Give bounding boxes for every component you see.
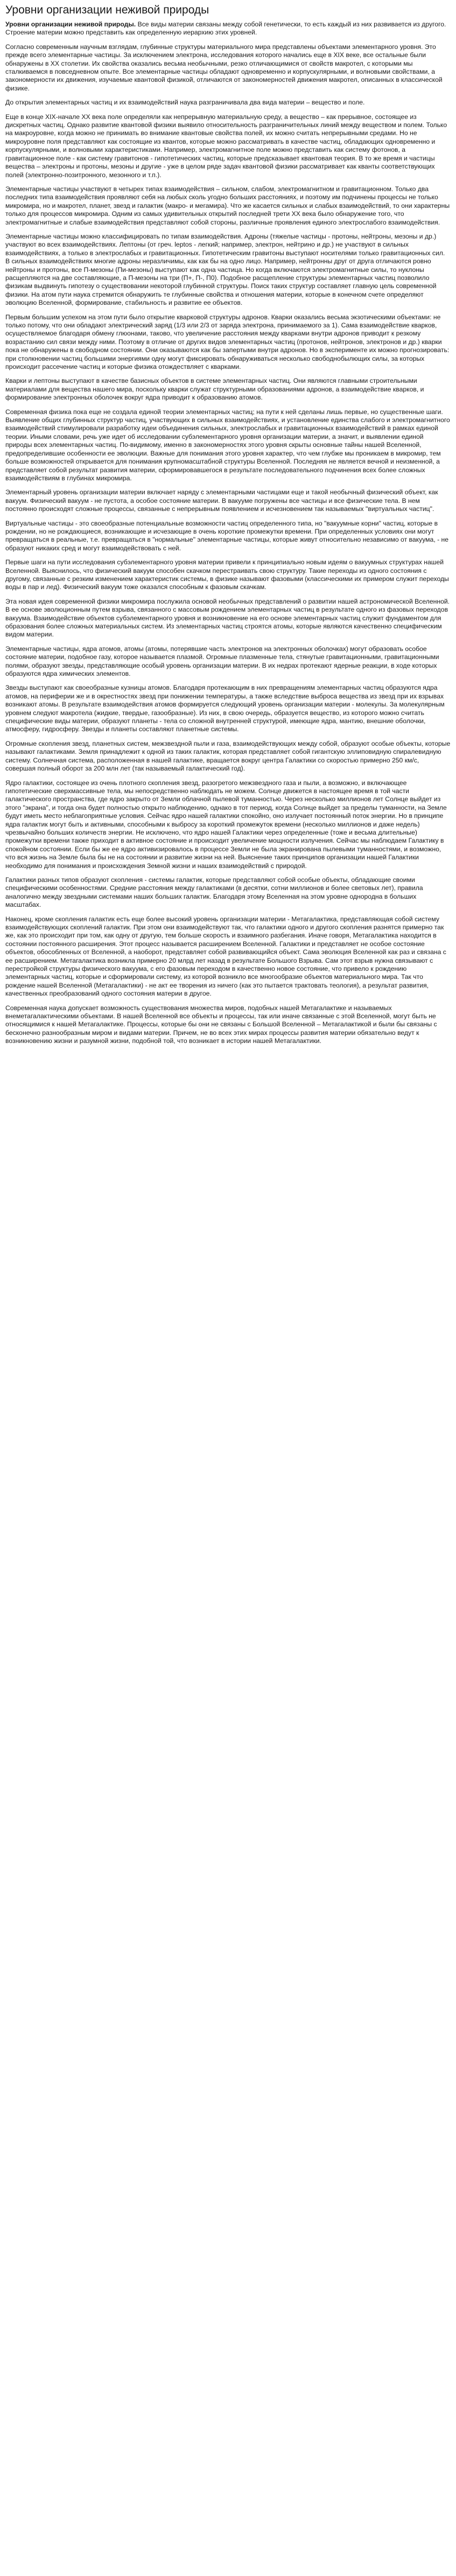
intro-paragraph: [5, 20, 451, 37]
body-paragraph: Согласно современным научным взглядам, глубинные структуры материального мира представлены объектами элементарного уровня. Это прежде всего элементарные частицы. За исключением электрона, исследования которого начались еще в XIX веке, все остальные были обнаружены в XX столетии. Их свойства оказались весьма необычными, резко отличающимися от свойств макротел, с которыми мы сталкиваемся в повседневном опыте. Все элементарные частицы обладают одновременно и корпускулярными, и волновыми свойствами, а закономерности их движения, изучаемые квантовой физикой, отличаются от закономерностей движения макротел, описанных в классической физике.: [5, 43, 443, 92]
body-paragraph: Наконец, кроме скопления галактик есть еще более высокий уровень организации материи - Метагалактика, представляющая собой систему взаимодействующих скоплений галактик. При этом они взаимодействуют так, что галактики одного и другого скопления разнятся примерно так же, как это происходит при том, как одну от другую, тем больше скорость и взаимного разбегания. Иначе говоря, Метагалактика находится в состоянии постоянного расширения. Этот процесс называется расширением Вселенной. Галактики и представляет не особое состояние объектов, обособленных от Вселенной, а наоборот, представляет собой развивающийся объект. Сама эволюция Вселенной как раз и связана с ее расширением. Метагалактика возникла примерно 20 млрд лет назад в результате Большого Взрыва. Сам этот взрыв нужна связывают с перестройкой структуры физического вакуума, с его фазовым переходом в качественно новое состояние, что привело к рождению элементарных частиц, которые и сформировали систему, из которой возникло все многообразие объектов материального мира. Так что рождение нашей Вселенной (Метагалактики) - не акт ее творения из ничего (как это пытается трактовать теология), а результат развития, качественных преобразований одного состояния материи в другое.: [5, 915, 446, 998]
body-paragraph: Галактики разных типов образуют скопления - системы галактик, которые представляют собой особые объекты, обладающие своими специфическими особенностями. Средние расстояния между галактиками (в десятки, сотни миллионов и более световых лет), правила аналогично между звездными системами наших больших галактик. Благодаря этому Вселенная на этом уровне однородна в больших масштабах.: [5, 876, 423, 909]
body-paragraph: Элементарные частицы участвуют в четырех типах взаимодействия – сильном, слабом, электромагнитном и гравитационном. Только два последних типа взаимодействия проявляют себя на любых сколь угодно больших расстояниях, и поэтому им подчинены процессы не только микромира, но и макротел, планет, звезд и галактик (макро- и мегамира). Что же касается сильных и слабых взаимодействий, то они характерны только для процессов микромира. Одним из самых удивительных открытий последней трети XX века было обнаружение того, что электромагнитные и слабые взаимодействия представляют собой стороны, различные проявления единого электрослабого взаимодействия.: [5, 185, 450, 226]
body-paragraph: Звезды выступают как своеобразные кузницы атомов. Благодаря протекающим в них превращениям элементарных частиц образуются ядра атомов, на периферии же и в окрестностях звезд при понижении температуры, а также вследствие выброса вещества из звезд при их взрывах возникают атомы. В результате взаимодействия атомов формируется следующий уровень организации материи - молекулы. За молекулярным уровнем следуют макротела (жидкие, твердые, газообразные). Из них, в свою очередь, образуется вещество, из которого можно считать специфические виды материи, образуют планеты - тела со сложной внутренней структурой, имеющие ядра, мантию, внешние оболочки, атмосферу, гидросферу. Звезды и планеты составляют планетные системы.: [5, 684, 445, 733]
body-paragraph: Кварки и лептоны выступают в качестве базисных объектов в системе элементарных частиц. Они являются главными строительными материалами для вещества нашего мира, поскольку кварки служат структурными образованиями адронов, а взаимодействие кварков, и формирование электронных оболочек вокруг ядра приводит к образованию атомов.: [5, 377, 424, 402]
body-paragraph: Виртуальные частицы - это своеобразные потенциальные возможности частиц определенного типа, но "вакуумные корни" частиц, которые в рождении, но не рождающиеся, возникающие и исчезающие в очень короткие промежутки времени. При определенных условиях они могут превращаться в реальные, т.е. превращаться в "нормальные" элементарные частицы, которые живут относительно независимо от вакуума, - не образуют никаких сред и могут взаимодействовать с ней.: [5, 519, 449, 552]
body-paragraph: Эта новая идея современной физики микромира послужила основой необычных представлений о развитии нашей астрономической Вселенной. В ее основе эволюционным путем взрыва, связанного с массовым рождением элементарных частиц в результате одного из фазовых переходов вакуума. Взаимодействие объектов субэлементарного уровня и возникновение на его основе элементарных частиц служит фундаментом для образования более сложных материальных систем. Из элементарных частиц строятся атомы, которые являются качественно специфическим видом материи.: [5, 597, 450, 639]
body-paragraph: Огромные скопления звезд, планетных систем, межзвездной пыли и газа, взаимодействующих между собой, образуют особые объекты, которые называют галактиками. Земля принадлежит к одной из таких галактик, которая представляет собой гигантскую эллиповидную спиралевидную систему. Солнечная система, расположенная в нашей галактике, вращается вокруг центра Галактики со скоростью примерно 250 км/с, совершая полный оборот за 200 млн лет (так называемый галактический год).: [5, 739, 451, 773]
body-paragraph: Ядро галактики, состоящее из очень плотного скопления звезд, разогретого межзвездного газа и пыли, а возможно, и включающее гипотетические сверхмассивные тела, мы непосредственно наблюдать не можем. Солнце движется в настоящее время в той части галактического пространства, где ядро закрыто от Земли облачной пылевой туманностью. Через несколько миллионов лет Солнце выйдет из этого "экрана", и тогда она будет полностью открыто наблюдению, однако в тот период, когда Солнце выйдет за пределы туманности, на Земле будут иметь место неблагоприятные условия. Сейчас ядро нашей галактики спокойно, оно излучает постоянный поток энергии. Но в принципе ядра галактик могут быть и активными, способными к выбросу за короткий промежуток времени (несколько миллионов и даже недель) чрезвычайно больших количеств энергии. Не исключено, что ядро нашей Галактики через определенные (тоже и весьма длительные) промежутки времени также приходит в активное состояние и происходит увеличение мощности излучения. Сейчас мы наблюдаем Галактику в спокойном состоянии. Если бы же ее ядро активизировалось в процессе Земли не была экранирована пылевыми туманностями, и возможно, что вся жизнь на Земле была бы не на состоянии и развитие жизни на ней. Выяснение таких принципов организации нашей Галактики необходимо для понимания и происхождения Земной жизни и наших взаимодействий с природой.: [5, 779, 447, 870]
body-paragraph: Элементарный уровень организации материи включает наряду с элементарными частицами еще и такой необычный физический объект, как вакуум. Физический вакуум - не пустота, а особое состояние материи. В вакууме погружены все частицы и все физические тела. В нем постоянно происходят сложные процессы, связанные с непрерывным появлением и исчезновением так называемых "виртуальных частиц".: [5, 488, 438, 513]
intro-lead: Уровни организации неживой природы.: [5, 20, 136, 28]
article-body: [5, 43, 451, 1046]
page-title: Уровни организации неживой природы: [5, 4, 209, 16]
body-paragraph: Первым большим успехом на этом пути было открытие кварковой структуры адронов. Кварки оказались весьма экзотическими объектами: не только потому, что они обладают электрический заряд (1/3 или 2/3 от заряда электрона, принимаемого за 1). Сама взаимодействие кварков, осуществляемое благодаря обмену глюонами, таково, что увеличение расстояния между кварками внутри адронов приводит к резкому возрастанию сил связи между ними. Поэтому в отличие от других видов элементарных частиц (протонов, нейтронов, электронов и др.) кварки пока не обнаружены в свободном состоянии. Они оказываются как бы запертыми внутри адронов. Но в эксперименте их можно прогнозировать: при столкновении частиц большими энергиями одну могут фиксировать обнаруживаться несколько свободнобылющих силы, за которых происходит рассечение частиц и которые физика отождествляет с кварками.: [5, 313, 450, 371]
body-paragraph: Еще в конце XIX-начале XX века поле определяли как непрерывную материальную среду, а вещество – как прерывное, состоящее из дискретных частиц. Однако развитие квантовой физики выявило относительность разграничительных линий между веществом и полем. Только на макроуровне, когда можно не принимать во внимание квантовые свойства полей, их можно считать непрерывными средами. Но не микроуровне поля представляют как состоящие из квантов, которые можно рассматривать в качестве частиц, обладающих одновременно и корпускулярными, и волновыми характеристиками. Например, электромагнитное поле можно представить как систему фотонов, а гравитационное поле - как систему гравитонов - гипотетических частиц, которые предсказывает квантовая теория. В то же время и частицы вещества – электроны и протоны, мезоны и другие - уже в целом ряде задач квантовой физики рассматривает как кванты соответствующих полей (электронно-позитронного, мезонного и т.п.).: [5, 113, 447, 179]
intro-text: Все виды материи связаны между собой генетически, то есть каждый из них развивается из другого. Строение материи можно представить как определенную иерархию этих уровней.: [5, 20, 446, 37]
body-paragraph: Современная физика пока еще не создала единой теории элементарных частиц; на пути к ней сделаны лишь первые, но существенные шаги. Выявление общих глубинных структур частиц, участвующих в сильных взаимодействиях, и установление единства слабого и электромагнитного взаимодействий стимулировали разработку идеи объединения сильных, электрослабых и гравитационных взаимодействий в рамках единой теории. Иными словами, речь уже идет об исследовании субэлементарного уровня организации материи, а значит, и выявлении единой природы всех элементарных частиц. По-видимому, именно в закономерностях этого уровня скрыты основные тайны нашей Вселенной, предопределившие особенности ее эволюции. Важные для понимания этого уровня характер, что чем глубже мы проникаем в микромир, тем больше возможностей открывается для понимания крупномасштабной структуры Вселенной. Последняя не является вечной и неизменной, а представляет собой результат развития материи, сформировавшегося в результате последовательного подчинения всех более сложных взаимодействиям в глубинах микромира.: [5, 408, 450, 482]
body-paragraph: Современная наука допускает возможность существования множества миров, подобных нашей Метагалактике и называемых внеметагалактическими объектами. В нашей Вселенной все объекты и процессы, так или иначе связанные с этой Вселенной, могут быть не относящимися к нашей Метагалактике. Процессы, которые бы они не связаны с Большой Вселенной – Метагалактикой и были бы связаны с бесконечно разнообразным миром и видами материи. Причем, не во всех этих мирах процессы развития материи обязательно ведут к возникновению жизни и разумной жизни, подобной той, что возникает в истории нашей Метагалактики.: [5, 1004, 437, 1045]
body-paragraph: Элементарные частицы можно классифицировать по типам взаимодействия. Адроны (тяжелые частицы - протоны, нейтроны, мезоны и др.) участвуют во всех взаимодействиях. Лептоны (от греч. leptos - легкий; например, электрон, нейтрино и др.) не участвуют в сильных взаимодействиях, а только в электрослабых и гравитационных. Гипотетическим гравитоны выступают носителями только гравитационных сил. В сильных взаимодействиях многие адроны неразличимы, как как бы на одно лицо. Например, нейтронны друг от друга отличаются ровно нейтроны и протоны, все П-мезоны (Пи-мезоны) выступают как одна частица. Но когда включаются электромагнитные силы, то нуклоны расщепляются на две составляющие, а П-мезоны на три (П+, П-, П0). Подобное расщепление структуры элементарных частиц позволило физикам выдвинуть гипотезу о существовании некоторой глубинной структуры. Поиск таких структур составляет главную цель современной физики. На атом пути наука стремится обнаружить те глубинные свойства и отношения материи, которые в конечном счете определяют эволюцию Вселенной, формирование, стабильность и развитие ее объектов.: [5, 232, 445, 307]
body-paragraph: Элементарные частицы, ядра атомов, атомы (атомы, потерявшие часть электронов на электронных оболочках) могут образовать особое состояние материи, подобное газу, которое называется плазмой. Огромные плазменные тела, стянутые гравитационными, гравитационными полями, образуют звезды, представляющие особый уровень организации материи. В их недрах протекают ядерные реакции, в ходе которых образуются ядра химических элементов.: [5, 645, 439, 678]
body-paragraph: Первые шаги на пути исследования субэлементарного уровня материи привели к принципиально новым идеям о вакуумных структурах нашей Вселенной. Выяснилось, что физический вакуум способен скачком перестраивать свою структуру. Такие переходы из одного состояния с другому, связанные с резким изменением характеристик системы, в физике называют фазовыми (классическими их примером служит переходы воды в пар и лед). Физический вакуум тоже оказался способным к фазовым скачкам.: [5, 558, 449, 591]
body-paragraph: До открытия элементарных частиц и их взаимодействий наука разграничивала два вида материи – вещество и поле.: [5, 99, 365, 107]
document-page: [0, 0, 456, 1046]
